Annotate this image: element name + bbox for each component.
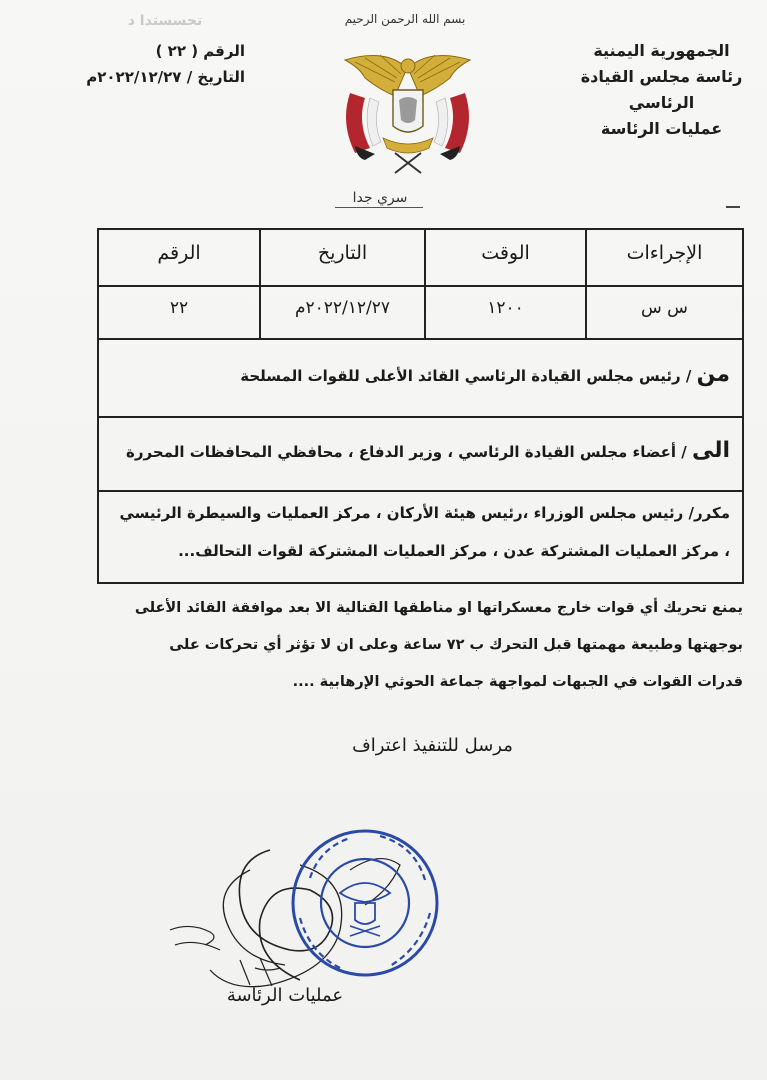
table-cell-time: ١٢٠٠ (487, 298, 524, 318)
reference-number-row (30, 38, 245, 64)
issuer-line-3: الرئاسي (628, 93, 695, 112)
table-cell-date: ٢٠٢٢/١٢/٢٧م (294, 298, 391, 318)
table-header-date: التاريخ (317, 242, 368, 264)
table-cell-number: ٢٢ (169, 298, 189, 318)
from-line (109, 362, 730, 387)
reference-date-value: ٢٠٢٢/١٢/٢٧م (86, 68, 182, 86)
from-prefix: من (696, 362, 730, 387)
margin-mark (726, 206, 740, 208)
reference-number-value: ( ٢٢ ) (155, 42, 199, 60)
cc-line-1: مكرر/ رئيس مجلس الوزراء ،رئيس هيئة الأركان ، مركز العمليات والسيطرة الرئيسي (119, 504, 730, 522)
reference-number-label: الرقم (203, 42, 245, 60)
to-line (109, 438, 730, 463)
info-table (97, 228, 744, 340)
body-line-1: يمنع تحريك أي قوات خارج معسكراتها او مناطقها القتالية الا بعد موافقة القائد الأعلى (134, 600, 743, 616)
body-line-2: بوجهتها وطبيعة مهمتها قبل التحرك ب ٧٢ ساعة وعلى ان لا تؤثر أي تحركات على (169, 637, 743, 653)
table-header-time: الوقت (481, 242, 530, 264)
from-text: / رئيس مجلس القيادة الرئاسي القائد الأعلى للقوات المسلحة (240, 367, 692, 385)
from-box (97, 340, 744, 418)
classification-underline (335, 207, 423, 208)
basmala: بسم الله الرحمن الرحيم (344, 12, 466, 26)
to-box (97, 418, 744, 492)
to-text: / أعضاء مجلس القيادة الرئاسي ، وزير الدفاع ، محافظي المحافظات المحررة (126, 443, 687, 461)
issuer-line-4: عمليات الرئاسة (600, 119, 723, 138)
reference-date-row (30, 64, 245, 90)
official-stamp-icon (280, 818, 450, 988)
body-line-3: قدرات القوات في الجبهات لمواجهة جماعة الحوثي الإرهابية .... (292, 674, 743, 690)
classification-label: سري جدا (352, 190, 408, 206)
letterhead-issuer (574, 38, 749, 142)
cc-box (97, 492, 744, 584)
table-row-divider (99, 285, 742, 287)
reference-date-label: التاريخ / (186, 68, 245, 86)
cc-line-2: ، مركز العمليات المشتركة عدن ، مركز العمليات المشتركة لقوات التحالف... (178, 542, 730, 560)
stamp-caption: عمليات الرئاسة (226, 985, 344, 1006)
dispatch-note: مرسل للتنفيذ اعتراف (352, 735, 513, 756)
issuer-line-1: الجمهورية اليمنية (593, 41, 730, 60)
table-cell-actions: س س (641, 298, 688, 318)
table-header-actions: الإجراءات (626, 242, 703, 264)
faded-stamp-text: تحسستدا د (127, 13, 203, 29)
yemen-emblem-icon (325, 38, 490, 178)
issuer-line-2: رئاسة مجلس القيادة (580, 67, 743, 86)
to-prefix: الى (691, 438, 730, 463)
table-header-number: الرقم (157, 242, 201, 264)
letterhead-reference (30, 13, 245, 90)
